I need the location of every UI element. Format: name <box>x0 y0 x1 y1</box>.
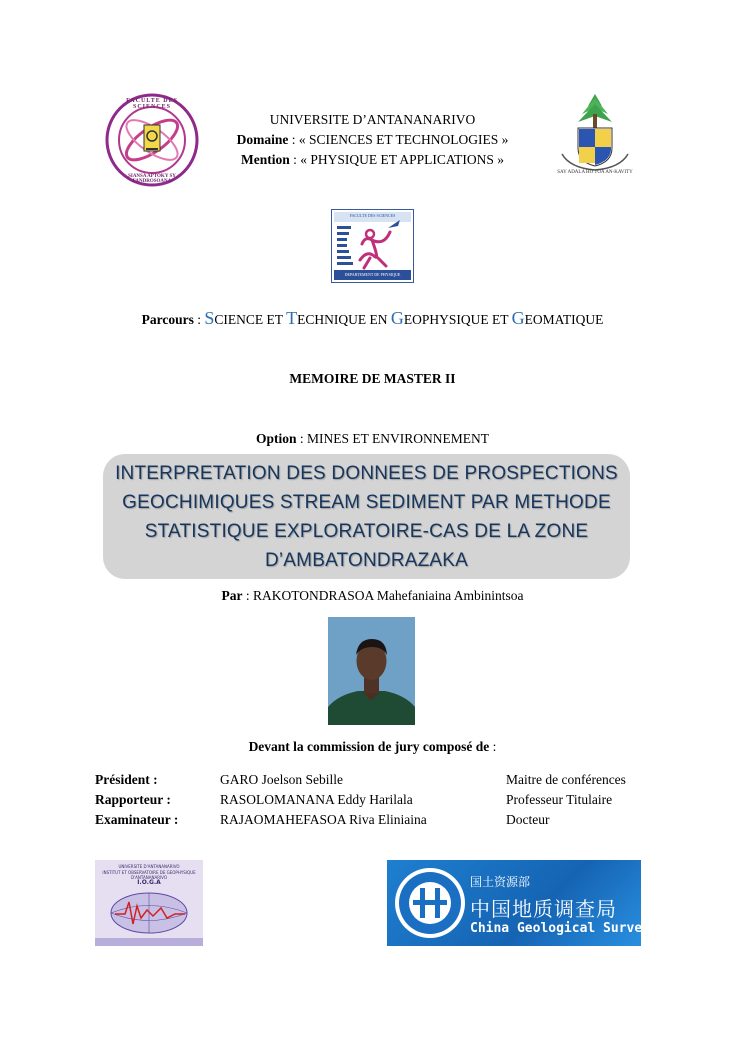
parcours-word-technique: ECHNIQUE <box>297 312 367 327</box>
option-line <box>0 431 745 447</box>
header-block <box>200 110 545 170</box>
jury-heading <box>0 739 745 755</box>
parcours-cap-t: T <box>286 308 298 328</box>
jury-name: GARO Joelson Sebille <box>220 772 343 787</box>
domaine-line <box>200 130 545 150</box>
jury-heading-text: Devant la commission de jury composé de <box>248 739 490 754</box>
thesis-title-line: GEOCHIMIQUES STREAM SEDIMENT PAR METHODE <box>122 492 611 513</box>
university-name: UNIVERSITE D’ANTANANARIVO <box>269 112 476 127</box>
jury-role: Rapporteur : <box>95 792 171 807</box>
jury-row <box>95 790 695 810</box>
mention-label: Mention <box>240 152 290 167</box>
author-photo <box>328 617 415 725</box>
parcours-et-2: ET <box>488 312 512 327</box>
faculty-logo <box>104 92 200 188</box>
author-name: : RAKOTONDRASOA Mahefaniaina Ambinintsoa <box>242 588 524 603</box>
department-logo-top-text: FACULTE DES SCIENCES <box>349 213 396 218</box>
parcours-cap-s: S <box>204 308 215 328</box>
mention-line <box>200 150 545 170</box>
faculty-ring-bottom-text: SIANSA APTOKY SY FANDROSOANA <box>128 174 176 184</box>
thesis-title-line: D’AMBATONDRAZAKA <box>264 550 469 571</box>
ioga-line-2: INSTITUT ET OBSERVATOIRE DE GEOPHYSIQUE D'ANTANANARIVO <box>102 870 196 880</box>
parcours-label: Parcours <box>141 312 194 327</box>
jury-row <box>95 770 695 790</box>
parcours-en: EN <box>366 312 391 327</box>
parcours-line: Parcours : SCIENCE ET TECHNIQUE EN GEOPHYSIQUE ET GEOMATIQUE <box>141 308 604 328</box>
thesis-title-line: INTERPRETATION DES DONNEES DE PROSPECTIONS <box>115 463 618 484</box>
cgs-chinese-name: 中国地质调查局 <box>470 897 617 921</box>
domaine-value: : « SCIENCES ET TECHNOLOGIES » <box>288 132 509 147</box>
jury-role: Président : <box>95 772 158 787</box>
jury-grade: Docteur <box>506 812 550 827</box>
ioga-line-3: I.O.G.A <box>137 879 161 886</box>
author-line <box>0 588 745 604</box>
parcours-cap-g2: G <box>511 308 525 328</box>
thesis-title-line: STATISTIQUE EXPLORATOIRE-CAS DE LA ZONE <box>144 521 589 542</box>
thesis-title <box>103 459 630 575</box>
jury-name: RASOLOMANANA Eddy Harilala <box>220 792 413 807</box>
jury-row <box>95 810 695 830</box>
jury-grade: Maitre de conférences <box>506 772 626 787</box>
mention-value: : « PHYSIQUE ET APPLICATIONS » <box>289 152 505 167</box>
cgs-english-name: China Geological Survey <box>470 921 651 936</box>
parcours-et-1: ET <box>263 312 287 327</box>
memoire-heading: MEMOIRE DE MASTER II <box>289 371 456 386</box>
faculty-ring-text: FACULTE DES SCIENCES <box>126 98 178 110</box>
ioga-line-1: UNIVERSITE D'ANTANANARIVO <box>118 864 180 869</box>
author-label: Par <box>221 588 243 603</box>
jury-role: Examinateur : <box>95 812 179 827</box>
ioga-logo <box>95 860 203 946</box>
parcours-cap-g1: G <box>390 308 404 328</box>
cgs-ministry-text: 国土资源部 <box>470 875 531 889</box>
option-value: : MINES ET ENVIRONNEMENT <box>296 431 489 446</box>
parcours-word-geomatique: EOMATIQUE <box>524 312 604 327</box>
option-label: Option <box>255 431 297 446</box>
parcours-word-science: CIENCE <box>214 312 264 327</box>
emblem-motto: SAY ADALA HO TOA AN-KAVITY <box>557 170 633 175</box>
jury-heading-colon: : <box>489 739 497 754</box>
domaine-label: Domaine <box>236 132 289 147</box>
university-emblem <box>550 92 640 184</box>
department-logo <box>331 209 414 283</box>
jury-grade: Professeur Titulaire <box>506 792 613 807</box>
department-logo-bottom-text: DEPARTEMENT DE PHYSIQUE <box>344 272 401 277</box>
jury-name: RAJAOMAHEFASOA Riva Eliniaina <box>220 812 427 827</box>
parcours-word-geophysique: EOPHYSIQUE <box>403 312 489 327</box>
jury-table <box>95 770 695 830</box>
